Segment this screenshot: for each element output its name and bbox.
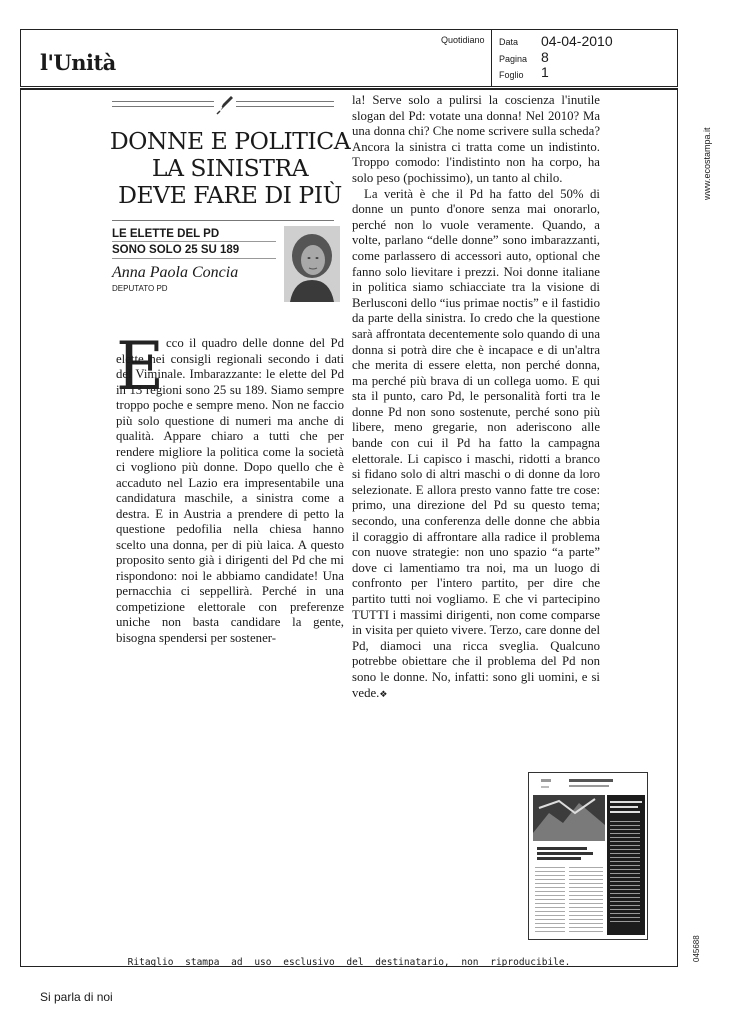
side-url: www.ecostampa.it (702, 127, 712, 200)
side-code: 045688 (692, 935, 701, 962)
bottom-label: Si parla di noi (40, 990, 113, 1004)
author-photo (284, 226, 340, 302)
subtitle-rule (112, 220, 334, 221)
clipping-notice: Ritaglio stampa ad uso esclusivo del destinatario, non riproducibile. (127, 957, 571, 968)
subtitle-line-2: SONO SOLO 25 SU 189 (112, 244, 240, 256)
subtitle-divider (112, 241, 276, 242)
newspaper-masthead: l'Unità (40, 50, 116, 75)
article-body-right (352, 93, 600, 703)
end-mark: ❖ (379, 689, 388, 700)
article-paragraph: La verità è che il Pd ha fatto del 50% di donne un punto d'onore senza mai onorarlo, perché non lo vuole veramente. Quando, a volte, parlano “delle donne” sono imbarazzanti, come parlassero di accessori auto, optional che fanno solo lievitare i prezzi. Noi donne italiane in politica siamo schiacciate tra la visione di Berlusconi dello “ius primae noctis” e il fastidio da parte della sinistra. Io credo che la questione sarà affrontata decentemente solo quando di una donna si potrà dire che è incapace e di un'altra che merita di essere eletta, non perché donna, ma perché più brava di un collega uomo. E qui sta il punto, caro Pd, le personalità forti tra le donne Pd non sono sostenute, perché sono più libere, meno gregarie, non aderiscono alle bande con cui il Pd ha fatto la campagna elettorale. Li capisco i maschi, ridotti a branco si fidano solo di altri maschi o di donne da loro selezionate. E allora presto vanno fatte tre cose: primo, una direzione del Pd su questo tema; secondo, una conferenza delle donne che abbia il coraggio di affrontare alla radice il problema con nuove strategie: non uno spazio “a parte” dove ci lamentiamo tra noi, ma un luogo di confronto per l'intero partito, per dire che partito tutti noi vogliamo. E che vi partecipino TUTTI i massimi dirigenti, non come comparse in visita per quieto vivere. Terzo, care donne del Pd, diamoci una ricca sveglia. Qualcuno potrebbe obiettare che il problema del Pd non sono le donne. No, infatti: sono gli uomini, e si vede.❖ (352, 186, 600, 700)
author-role: DEPUTATO PD (112, 284, 168, 293)
sheet-label: Foglio (499, 70, 524, 80)
page-thumbnail (528, 772, 648, 940)
sheet-value: 1 (541, 64, 549, 80)
headline-line-1: DONNE E POLITICA (109, 127, 351, 155)
article-paragraph: la! Serve solo a pulirsi la coscienza l'inutile slogan del Pd: votate una donna! Nel 2010? Ma una donna chi? Che nome scrivere sulla scheda? Ancora la sinistra ci tratta come un indistinto. Troppo comodo: l'indistinto non ha corpo, ha solo peso (pochissimo), un tanto al chilo. (352, 93, 600, 185)
headline-line-2: LA SINISTRA (151, 154, 309, 182)
date-value: 04-04-2010 (541, 33, 613, 49)
article-paragraph: cco il quadro delle donne del Pd elette nei consigli regionali secondo i dati del Viminale. Imbarazzante: le elette del Pd in 13 regioni sono 25 su 189. Siamo sempre troppo poche e sempre meno. Non ne faccio più solo questione di numeri ma anche di qualità. Appare chiaro a tutti che per rendere migliore la politica come la società ci vogliono più donne. Dopo quello che è accaduto nel Lazio era impresentabile una candidatura maschile, a sinistra come a destra. E in Austria a prendere di petto la questione pedofilia nella chiesa hanno scelto una donna, per di più laica. A questo proposito sento già i dirigenti del Pd che mi rispondono: noi le abbiamo candidate! Una pernacchia ci seppellirà. Perché in una competizione elettorale con preferenze uniche non basta candidare la gente, bisogna spendersi per sostener- (116, 336, 344, 645)
article-body-left (116, 328, 344, 646)
headline-line-3: DEVE FARE DI PIÙ (118, 181, 342, 209)
fountain-pen-icon (214, 93, 236, 115)
header-divider (491, 30, 492, 86)
drop-cap: E (116, 328, 165, 405)
page-value: 8 (541, 49, 549, 65)
author-name: Anna Paola Concia (112, 264, 239, 281)
page-label: Pagina (499, 54, 528, 64)
subtitle-divider (112, 258, 276, 259)
date-label: Data (499, 37, 519, 47)
subtitle-line-1: LE ELETTE DEL PD (112, 228, 220, 240)
publication-type: Quotidiano (441, 35, 485, 45)
